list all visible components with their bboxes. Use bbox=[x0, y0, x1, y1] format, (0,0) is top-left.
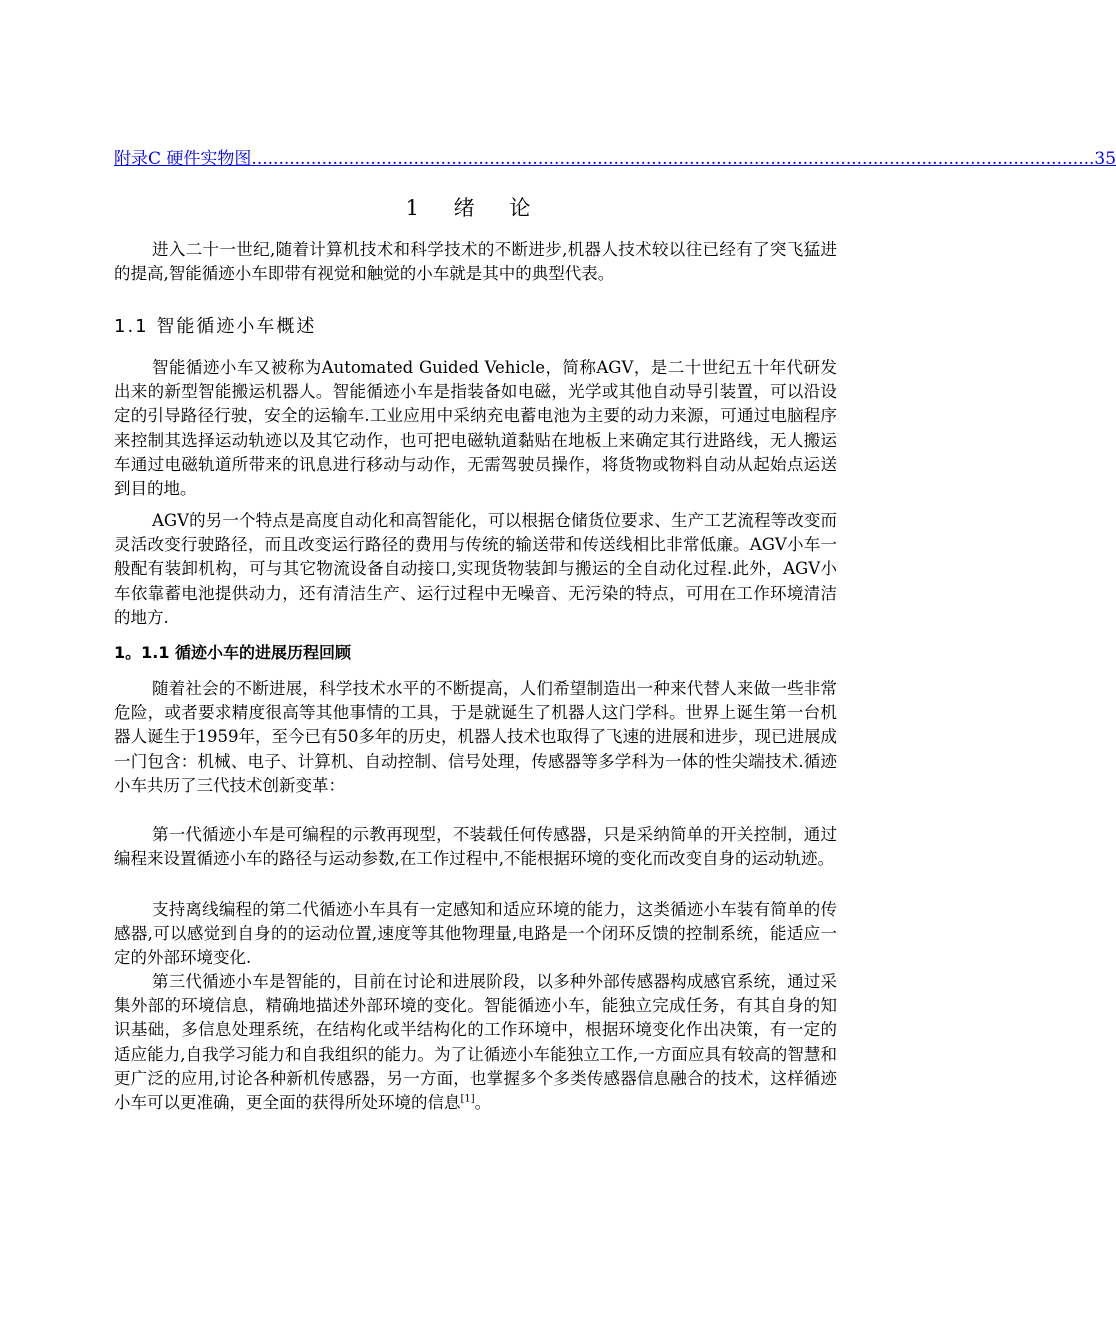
toc-page-number[interactable]: 35 bbox=[1094, 149, 1116, 169]
subsection-paragraph-1: 随着社会的不断进展，科学技术水平的不断提高，人们希望制造出一种来代替人来做一些非常危险，或者要求精度很高等其他事情的工具，于是就诞生了机器人这门学科。世界上诞生第一台机器人诞生于1959年，至今已有50多年的历史，机器人技术也取得了飞速的进展和进步，现已进展成一门包含：机械、电子、计算机、自动控制、信号处理，传感器等多学科为一体的性尖端技术.循迹小车共历了三代技术创新变革： bbox=[114, 679, 837, 795]
chapter-title: 1 绪 论 bbox=[405, 196, 545, 220]
subsection-title: 1。1.1 循迹小车的进展历程回顾 bbox=[114, 643, 352, 662]
subsection-paragraph-2: 第一代循迹小车是可编程的示教再现型，不装载任何传感器，只是采纳简单的开关控制，通过编程来设置循迹小车的路径与运动参数,在工作过程中,不能根据环境的变化而改变自身的运动轨迹。 bbox=[114, 825, 837, 869]
paragraph-end-punct: 。 bbox=[474, 1093, 492, 1113]
section-paragraph-1: 智能循迹小车又被称为Automated Guided Vehicle，简称AGV，是二十世纪五十年代研发出来的新型智能搬运机器人。智能循迹小车是指装备如电磁，光学或其他自动导引装置，可以沿设定的引导路径行驶，安全的运输车.工业应用中采纳充电蓄电池为主要的动力来源，可通过电脑程序来控制其选择运动轨迹以及其它动作，也可把电磁轨道黏贴在地板上来确定其行进路线，无人搬运车通过电磁轨道所带来的讯息进行移动与动作，无需驾驶员操作，将货物或物料自动从起始点运送到目的地。 bbox=[114, 358, 837, 499]
toc-entry-appendix-c[interactable] bbox=[114, 144, 1116, 170]
toc-entry-title[interactable]: 附录C 硬件实物图 bbox=[114, 149, 252, 169]
toc-leader-dots: ............................................................................................................................................................ bbox=[251, 149, 1095, 169]
section-paragraph-2: AGV的另一个特点是高度自动化和高智能化，可以根据仓储货位要求、生产工艺流程等改变而灵活改变行驶路径，而且改变运行路径的费用与传统的输送带和传送线相比非常低廉。AGV小车一般配有装卸机构，可与其它物流设备自动接口,实现货物装卸与搬运的全自动化过程.此外，AGV小车依靠蓄电池提供动力，还有清洁生产、运行过程中无噪音、无污染的特点，可用在工作环境清洁的地方. bbox=[114, 511, 837, 627]
citation-ref[interactable]: [1] bbox=[460, 1093, 475, 1105]
subsection-paragraph-3: 支持离线编程的第二代循迹小车具有一定感知和适应环境的能力，这类循迹小车装有简单的传感器,可以感觉到自身的的运动位置,速度等其他物理量,电路是一个闭环反馈的控制系统，能适应一定的外部环境变化. bbox=[114, 900, 837, 968]
intro-paragraph: 进入二十一世纪,随着计算机技术和科学技术的不断进步,机器人技术较以往已经有了突飞猛进的提高,智能循迹小车即带有视觉和触觉的小车就是其中的典型代表。 bbox=[114, 240, 837, 284]
subsection-paragraph-4 bbox=[114, 970, 837, 1115]
paragraph-text: 第三代循迹小车是智能的，目前在讨论和进展阶段，以多种外部传感器构成感官系统，通过采集外部的环境信息，精确地描述外部环境的变化。智能循迹小车，能独立完成任务，有其自身的知识基础，多信息处理系统，在结构化或半结构化的工作环境中，根据环境变化作出决策，有一定的适应能力,自我学习能力和自我组织的能力。为了让循迹小车能独立工作,一方面应具有较高的智慧和更广泛的应用,讨论各种新机传感器，另一方面，也掌握多个多类传感器信息融合的技术，这样循迹小车可以更准确，更全面的获得所处环境的信息 bbox=[114, 972, 837, 1113]
section-title: 1.1 智能循迹小车概述 bbox=[114, 316, 317, 337]
